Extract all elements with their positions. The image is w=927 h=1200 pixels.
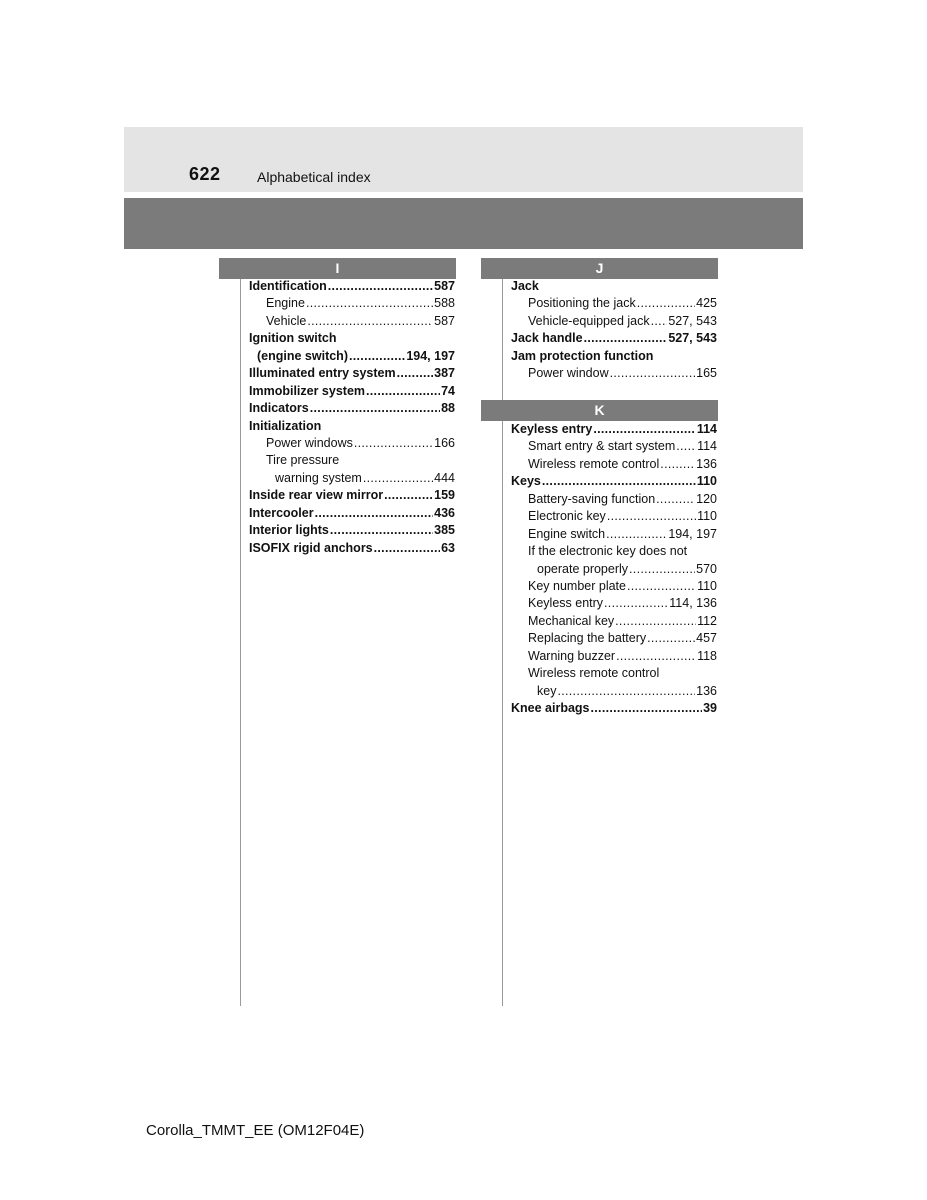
index-entry [249, 400, 455, 417]
entry-page-ref: 114 [696, 422, 717, 436]
entry-page-ref: 165 [696, 366, 717, 381]
chapter-bar [124, 198, 803, 249]
index-entry [249, 313, 455, 330]
entry-term: Replacing the battery [528, 631, 647, 646]
column-rule-right [502, 279, 503, 1006]
index-entry [511, 330, 717, 347]
entry-term: Engine switch [528, 526, 606, 541]
dot-leader [397, 365, 434, 382]
dot-leader [647, 630, 695, 647]
dot-leader [656, 491, 695, 508]
dot-leader [363, 470, 433, 487]
index-list-j [511, 278, 717, 383]
entry-page-ref: 114 [697, 439, 717, 454]
index-entry [511, 365, 717, 382]
entry-term: Jack handle [511, 331, 583, 346]
section-title: Alphabetical index [257, 169, 371, 185]
entry-page-ref: 159 [434, 488, 455, 503]
index-entry [249, 278, 455, 295]
entry-term: Keyless entry [511, 422, 593, 436]
entry-term: Power window [528, 366, 609, 381]
index-entry [511, 456, 717, 473]
index-entry [249, 487, 455, 504]
entry-term: Mechanical key [528, 613, 615, 628]
dot-leader [616, 648, 696, 665]
entry-page-ref: 587 [434, 313, 455, 328]
entry-term: Intercooler [249, 505, 314, 520]
index-entry [511, 313, 717, 330]
entry-page-ref: 385 [434, 523, 455, 538]
index-entry [511, 295, 717, 312]
entry-page-ref: 194, 197 [668, 526, 717, 541]
index-entry [511, 491, 717, 508]
entry-page-ref: 88 [441, 401, 455, 416]
index-entry [511, 543, 717, 560]
dot-leader [306, 295, 433, 312]
index-entry [511, 630, 717, 647]
entry-term: Wireless remote control [528, 456, 660, 471]
dot-leader [542, 473, 696, 490]
dot-leader [384, 487, 433, 504]
index-entry [511, 278, 717, 295]
index-entry [511, 613, 717, 630]
entry-term: Keys [511, 474, 541, 489]
entry-page-ref: 136 [696, 683, 717, 698]
entry-term: key [537, 683, 557, 698]
index-entry [511, 526, 717, 543]
entry-term: Inside rear view mirror [249, 488, 384, 503]
index-entry [511, 508, 717, 525]
entry-term: Vehicle [266, 313, 307, 328]
entry-page-ref: 136 [696, 456, 717, 471]
dot-leader [591, 700, 703, 717]
page-number: 622 [189, 164, 221, 184]
entry-page-ref: 110 [696, 474, 717, 489]
index-entry [511, 561, 717, 578]
index-entry [511, 648, 717, 665]
dot-leader [366, 383, 440, 400]
entry-term: Illuminated entry system [249, 366, 396, 381]
dot-leader [637, 295, 695, 312]
entry-term: Ignition switch [249, 331, 337, 346]
entry-page-ref: 444 [434, 470, 455, 485]
footer-manual-id: Corolla_TMMT_EE (OM12F04E) [146, 1122, 365, 1139]
entry-page-ref: 457 [696, 631, 717, 646]
dot-leader [604, 595, 668, 612]
letter-heading-j: J [481, 258, 718, 279]
entry-page-ref: 39 [703, 701, 717, 715]
entry-term: Indicators [249, 401, 309, 416]
entry-term: operate properly [537, 561, 629, 576]
index-entry [249, 383, 455, 400]
dot-leader [310, 400, 440, 417]
entry-term: Jam protection function [511, 348, 654, 363]
entry-term: Positioning the jack [528, 296, 636, 311]
column-rule-left [240, 279, 241, 1006]
entry-term: Power windows [266, 435, 353, 450]
entry-term: Vehicle-equipped jack [528, 313, 650, 328]
entry-page-ref: 120 [696, 491, 717, 506]
entry-page-ref: 63 [441, 540, 455, 555]
dot-leader [676, 438, 696, 455]
entry-term: warning system [275, 470, 362, 485]
letter-heading-k: K [481, 400, 718, 421]
entry-term: Keyless entry [528, 596, 604, 611]
dot-leader [610, 365, 696, 382]
entry-page-ref: 110 [697, 578, 717, 593]
letter-heading-i: I [219, 258, 456, 279]
index-entry [511, 421, 717, 438]
entry-term: Smart entry & start system [528, 439, 676, 454]
dot-leader [629, 561, 695, 578]
entry-term: Wireless remote control [528, 666, 660, 681]
dot-leader [660, 456, 695, 473]
entry-page-ref: 527, 543 [668, 313, 717, 328]
entry-page-ref: 118 [697, 648, 717, 663]
dot-leader [615, 613, 696, 630]
index-entry [511, 700, 717, 717]
entry-term: (engine switch) [257, 348, 348, 363]
dot-leader [349, 348, 405, 365]
header-band [124, 127, 803, 192]
index-entry [249, 330, 455, 347]
index-list-k [511, 421, 717, 717]
index-entry [249, 540, 455, 557]
index-entry [511, 438, 717, 455]
entry-page-ref: 425 [696, 296, 717, 311]
entry-page-ref: 436 [434, 505, 455, 520]
entry-page-ref: 194, 197 [406, 348, 455, 363]
entry-term: Jack [511, 279, 539, 293]
entry-term: Immobilizer system [249, 383, 366, 398]
entry-term: Electronic key [528, 509, 606, 524]
index-entry [511, 473, 717, 490]
entry-term: Key number plate [528, 578, 626, 593]
dot-leader [328, 278, 433, 295]
entry-page-ref: 112 [697, 613, 717, 628]
entry-term: ISOFIX rigid anchors [249, 540, 373, 555]
index-entry [249, 365, 455, 382]
entry-page-ref: 74 [441, 383, 455, 398]
entry-term: Battery-saving function [528, 491, 656, 506]
dot-leader [315, 505, 434, 522]
index-list-i [249, 278, 455, 557]
entry-page-ref: 110 [697, 509, 717, 524]
index-entry [249, 470, 455, 487]
index-entry [249, 522, 455, 539]
entry-term: If the electronic key does not [528, 544, 688, 559]
index-entry [249, 435, 455, 452]
index-entry [249, 505, 455, 522]
index-entry [511, 348, 717, 365]
dot-leader [330, 522, 433, 539]
entry-term: Identification [249, 279, 327, 293]
dot-leader [651, 313, 668, 330]
entry-page-ref: 166 [434, 435, 455, 450]
index-entry [249, 452, 455, 469]
index-entry [249, 348, 455, 365]
entry-term: Engine [266, 296, 305, 311]
entry-page-ref: 114, 136 [669, 596, 717, 611]
entry-term: Initialization [249, 418, 322, 433]
dot-leader [557, 683, 695, 700]
dot-leader [584, 330, 668, 347]
entry-page-ref: 588 [434, 296, 455, 311]
dot-leader [307, 313, 433, 330]
index-entry [249, 418, 455, 435]
dot-leader [627, 578, 696, 595]
dot-leader [607, 508, 696, 525]
dot-leader [354, 435, 433, 452]
index-entry [511, 578, 717, 595]
entry-page-ref: 587 [434, 279, 455, 293]
index-entry [249, 295, 455, 312]
index-entry [511, 665, 717, 682]
index-entry [511, 595, 717, 612]
entry-page-ref: 387 [434, 366, 455, 381]
entry-page-ref: 570 [696, 561, 717, 576]
dot-leader [374, 540, 440, 557]
entry-page-ref: 527, 543 [668, 331, 717, 346]
entry-term: Interior lights [249, 523, 329, 538]
index-entry [511, 683, 717, 700]
entry-term: Warning buzzer [528, 648, 616, 663]
dot-leader [593, 421, 696, 438]
entry-term: Tire pressure [266, 453, 340, 468]
dot-leader [606, 526, 667, 543]
entry-term: Knee airbags [511, 701, 590, 715]
